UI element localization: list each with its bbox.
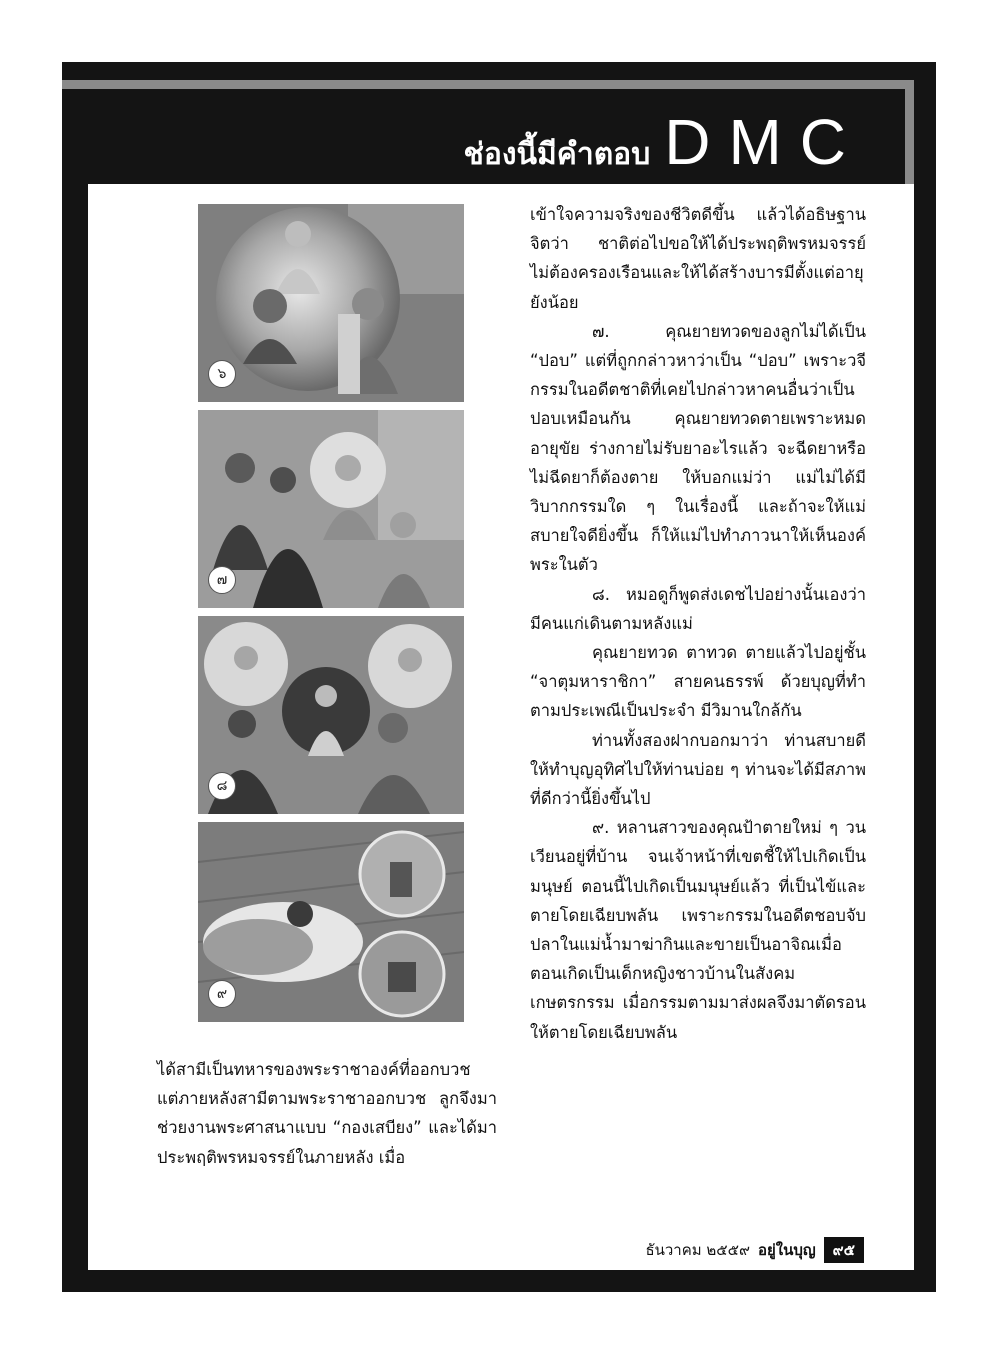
page-number: ๙๕ [824, 1237, 864, 1263]
paragraph: ๙. หลานสาวของคุณป้าตายใหม่ ๆ วนเวียนอยู่ที่บ้าน จนเจ้าหน้าที่เขตชี้ให้ไปเกิดเป็นมนุษย์ ตอนนี้ไปเกิดเป็นมนุษย์แล้ว ที่เป็นไข้และตายโดยเฉียบพลัน เพราะกรรมในอดีตชอบจับปลาในแม่น้ำมาฆ่ากินและขายเป็นอาจิณเมื่อตอนเกิดเป็นเด็กหญิงชาวบ้านในสังคมเกษตรกรรม เมื่อกรรมตามมาส่งผลจึงมาตัดรอนให้ตายโดยเฉียบพลัน [530, 818, 866, 1042]
accent-bar [62, 80, 914, 89]
illustration-9 [198, 822, 464, 1022]
paragraph: คุณยายทวด ตาทวด ตายแล้วไปอยู่ชั้น “จาตุมหาราชิกา” สายคนธรรพ์ ด้วยบุญที่ทำตามประเพณีเป็นประจำ มีวิมานใกล้กัน [530, 643, 866, 721]
issue-date: ธันวาคม ๒๕๕๙ [645, 1241, 750, 1259]
page-title [463, 106, 864, 178]
illustration-number: ๖ [208, 360, 236, 388]
paragraph: ท่านทั้งสองฝากบอกมาว่า ท่านสบายดี ให้ทำบุญอุทิศไปให้ท่านบ่อย ๆ ท่านจะได้มีสภาพที่ดีกว่านี้ยิ่งขึ้นไป [530, 730, 866, 809]
paragraph: ๗. คุณยายทวดของลูกไม่ได้เป็น “ปอบ” แต่ที่ถูกกล่าวหาว่าเป็น “ปอบ” เพราะวจีกรรมในอดีตชาติที่เคยไปกล่าวหาคนอื่นว่าเป็นปอบเหมือนกัน คุณยายทวดตายเพราะหมดอายุขัย ร่างกายไม่รับยาอะไรแล้ว จะฉีดยาหรือไม่ฉีดยาก็ต้องตาย ให้บอกแม่ว่า แม่ไม่ได้มีวิบากกรรมใด ๆ ในเรื่องนี้ และถ้าจะให้แม่สบายใจดียิ่งขึ้น ก็ให้แม่ไปทำภาวนาให้เห็นองค์พระในตัว [530, 321, 866, 575]
title-thai: ช่องนี้มีคำตอบ [463, 137, 651, 172]
illustration-8 [198, 616, 464, 814]
page-footer [645, 1237, 864, 1263]
illustration-7 [198, 410, 464, 608]
illustration-6 [198, 204, 464, 402]
paragraph: ได้สามีเป็นทหารของพระราชาองค์ที่ออกบวช แต่ภายหลังสามีตามพระราชาออกบวช ลูกจึงมาช่วยงานพระศาสนาแบบ “กองเสบียง” และได้มาประพฤติพรหมจรรย์ในภายหลัง เมื่อ [157, 1060, 497, 1167]
paragraph: ๘. หมอดูก็พูดส่งเดชไปอย่างนั้นเองว่ามีคนแก่เดินตามหลังแม่ [530, 584, 866, 633]
accent-bar-side [905, 80, 914, 184]
illustration-number: ๙ [208, 980, 236, 1008]
paragraph: เข้าใจความจริงของชีวิตดีขึ้น แล้วได้อธิษฐานจิตว่า ชาติต่อไปขอให้ได้ประพฤติพรหมจรรย์ ไม่ต้องครองเรือนและให้ได้สร้างบารมีตั้งแต่อายุยังน้อย [530, 205, 866, 312]
illustration-number: ๘ [208, 772, 236, 800]
left-column [157, 1055, 497, 1172]
illustration-number: ๗ [208, 566, 236, 594]
title-dmc: DMC [664, 106, 864, 178]
right-column [530, 200, 866, 1047]
magazine-name: อยู่ในบุญ [757, 1241, 816, 1259]
